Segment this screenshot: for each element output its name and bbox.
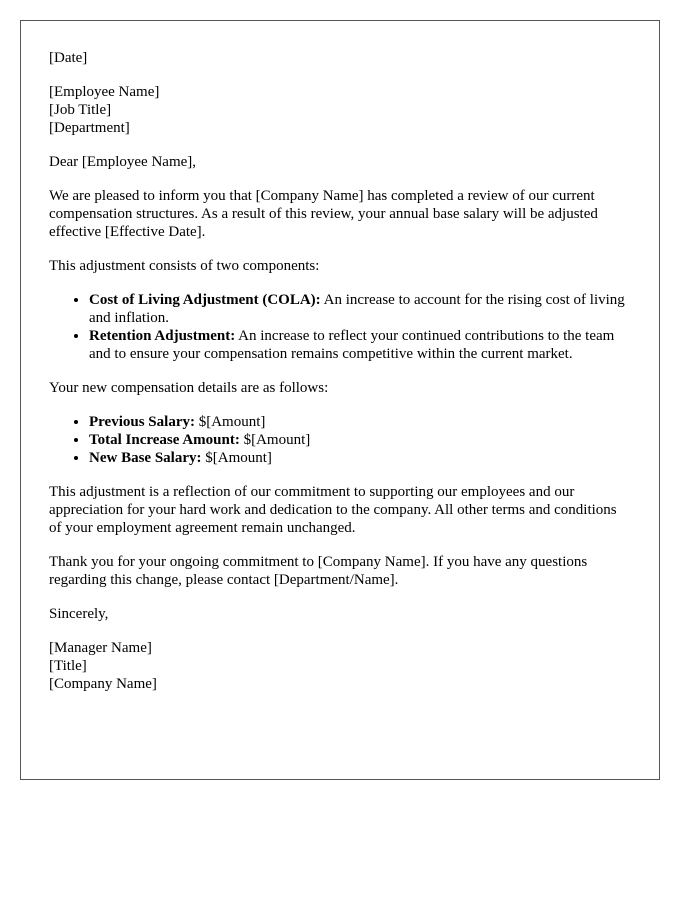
components-list	[49, 291, 631, 363]
thanks-paragraph: Thank you for your ongoing commitment to [Company Name]. If you have any questions regarding this change, please contact [Department/Name].	[49, 554, 588, 588]
component-text: An increase to reflect your continued contributions to the team and to ensure your compensation remains competitive within the current market.	[89, 328, 615, 362]
recipient-block	[49, 83, 631, 137]
component-item	[89, 327, 631, 363]
detail-value: $[Amount]	[194, 414, 266, 430]
detail-value: $[Amount]	[239, 432, 311, 448]
details-list	[49, 413, 631, 467]
detail-label: Total Increase Amount:	[89, 432, 240, 448]
signature-block	[49, 639, 631, 693]
recipient-name: [Employee Name]	[49, 84, 160, 100]
detail-label: Previous Salary:	[89, 414, 195, 430]
reflection-paragraph: This adjustment is a reflection of our commitment to supporting our employees and our appreciation for your hard work and dedication to the company. All other terms and conditions of your employment agreement remain unchanged.	[49, 484, 617, 536]
closing: Sincerely,	[49, 606, 109, 622]
detail-label: New Base Salary:	[89, 450, 202, 466]
intro-paragraph: We are pleased to inform you that [Company Name] has completed a review of our current compensation structures. As a result of this review, your annual base salary will be adjusted effective [Effective Date].	[49, 188, 598, 240]
detail-value: $[Amount]	[201, 450, 272, 466]
letter-date: [Date]	[49, 50, 88, 66]
details-intro: Your new compensation details are as follows:	[49, 380, 329, 396]
components-intro: This adjustment consists of two components:	[49, 258, 320, 274]
component-text: An increase to account for the rising cost of living and inflation.	[89, 292, 625, 326]
salutation: Dear [Employee Name],	[49, 154, 197, 170]
detail-item	[89, 413, 631, 431]
signature-company: [Company Name]	[49, 676, 157, 692]
recipient-title: [Job Title]	[49, 102, 112, 118]
signature-name: [Manager Name]	[49, 640, 152, 656]
detail-item	[89, 431, 631, 449]
detail-item	[89, 449, 631, 467]
component-item	[89, 291, 631, 327]
letter	[20, 20, 660, 780]
component-label: Cost of Living Adjustment (COLA):	[89, 292, 321, 308]
component-label: Retention Adjustment:	[89, 328, 236, 344]
recipient-department: [Department]	[49, 120, 130, 136]
signature-title: [Title]	[49, 658, 87, 674]
